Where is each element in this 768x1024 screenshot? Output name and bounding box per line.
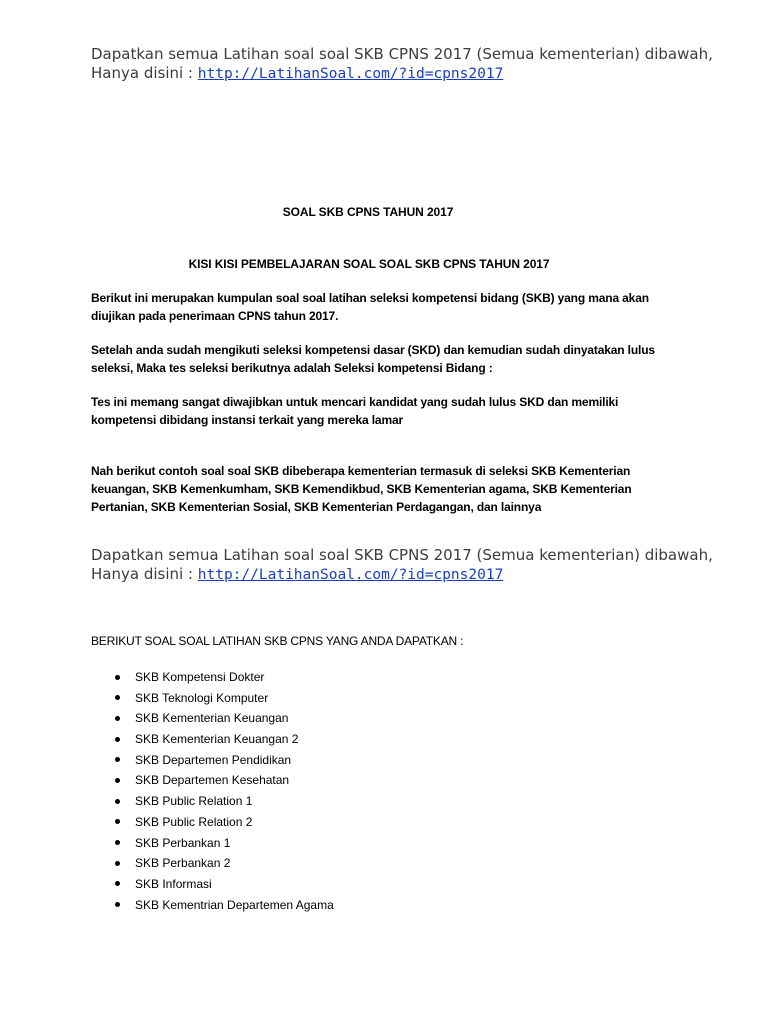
- paragraph-examples: [91, 462, 691, 516]
- list-item-label: SKB Kompetensi Dokter: [135, 670, 265, 684]
- paragraph-skd: [91, 341, 691, 377]
- list-item: [91, 667, 334, 688]
- bullet-icon: [115, 819, 120, 824]
- bullet-icon: [115, 695, 120, 700]
- list-item-label: SKB Teknologi Komputer: [135, 690, 269, 705]
- page-subtitle: KISI KISI PEMBELAJARAN SOAL SOAL SKB CPNS TAHUN 2017: [188, 257, 550, 271]
- bullet-icon: [115, 757, 120, 762]
- list-item: [91, 750, 334, 771]
- list-item-label: SKB Public Relation 2: [135, 814, 253, 829]
- list-item-label: SKB Kementrian Departemen Agama: [135, 897, 334, 912]
- bullet-icon: [115, 716, 120, 721]
- promo-link[interactable]: http://LatihanSoal.com/?id=cpns2017: [197, 567, 504, 583]
- promo-text: Dapatkan semua Latihan soal soal SKB CPNS 2017 (Semua kementerian) dibawah,: [91, 546, 713, 564]
- promo-prefix: Hanya disini :: [91, 64, 198, 82]
- paragraph-intro: [91, 289, 691, 325]
- list-item: [91, 812, 334, 833]
- list-item-label: SKB Informasi: [135, 876, 212, 891]
- bullet-icon: [115, 881, 120, 886]
- list-item: [91, 833, 334, 854]
- paragraph-line: keuangan, SKB Kemenkumham, SKB Kemendikbud, SKB Kementerian agama, SKB Kementerian: [91, 482, 632, 496]
- list-item: [91, 688, 334, 709]
- bullet-icon: [115, 861, 120, 866]
- promo-block-middle: [91, 546, 731, 585]
- bullet-icon: [115, 902, 120, 907]
- bullet-icon: [115, 840, 120, 845]
- skb-list: [91, 667, 334, 915]
- paragraph-line: diujikan pada penerimaan CPNS tahun 2017.: [91, 309, 339, 323]
- list-item-label: SKB Departemen Pendidikan: [135, 752, 292, 767]
- list-item-label: SKB Perbankan 2: [135, 856, 231, 871]
- list-item: [91, 874, 334, 895]
- list-item: [91, 770, 334, 791]
- promo-prefix: Hanya disini :: [91, 565, 198, 583]
- bullet-icon: [115, 675, 120, 680]
- list-item: [91, 791, 334, 812]
- paragraph-test: [91, 393, 691, 429]
- paragraph-line: Setelah anda sudah mengikuti seleksi kompetensi dasar (SKD) dan kemudian sudah dinyatakan lulus: [91, 343, 655, 357]
- paragraph-line: Berikut ini merupakan kumpulan soal soal latihan seleksi kompetensi bidang (SKB) yang mana akan: [91, 291, 649, 305]
- paragraph-line: Nah berikut contoh soal soal SKB dibeberapa kementerian termasuk di seleksi SKB Kementerian: [91, 464, 631, 478]
- list-item-label: SKB Perbankan 1: [135, 835, 231, 850]
- list-title: BERIKUT SOAL SOAL LATIHAN SKB CPNS YANG ANDA DAPATKAN :: [91, 634, 464, 648]
- page-title: SOAL SKB CPNS TAHUN 2017: [282, 205, 454, 219]
- list-item: [91, 729, 334, 750]
- bullet-icon: [115, 737, 120, 742]
- list-item-label: SKB Kementerian Keuangan 2: [135, 732, 299, 747]
- list-item-label: SKB Kementerian Keuangan: [135, 711, 289, 726]
- paragraph-line: kompetensi dibidang instansi terkait yang mereka lamar: [91, 413, 404, 427]
- promo-link[interactable]: http://LatihanSoal.com/?id=cpns2017: [197, 66, 504, 82]
- promo-line-2: [91, 565, 731, 585]
- paragraph-line: Pertanian, SKB Kementerian Sosial, SKB Kementerian Perdagangan, dan lainnya: [91, 500, 542, 514]
- paragraph-line: Tes ini memang sangat diwajibkan untuk mencari kandidat yang sudah lulus SKD dan memiliki: [91, 395, 619, 409]
- bullet-icon: [115, 799, 120, 804]
- list-item: [91, 853, 334, 874]
- promo-line-2: [91, 64, 731, 84]
- list-item: [91, 895, 334, 916]
- promo-text: Dapatkan semua Latihan soal soal SKB CPNS 2017 (Semua kementerian) dibawah,: [91, 45, 713, 63]
- paragraph-line: seleksi, Maka tes seleksi berikutnya adalah Seleksi kompetensi Bidang :: [91, 361, 493, 375]
- list-item-label: SKB Departemen Kesehatan: [135, 773, 290, 788]
- bullet-icon: [115, 778, 120, 783]
- list-item-label: SKB Public Relation 1: [135, 794, 253, 809]
- promo-block-top: [91, 45, 731, 84]
- list-item: [91, 708, 334, 729]
